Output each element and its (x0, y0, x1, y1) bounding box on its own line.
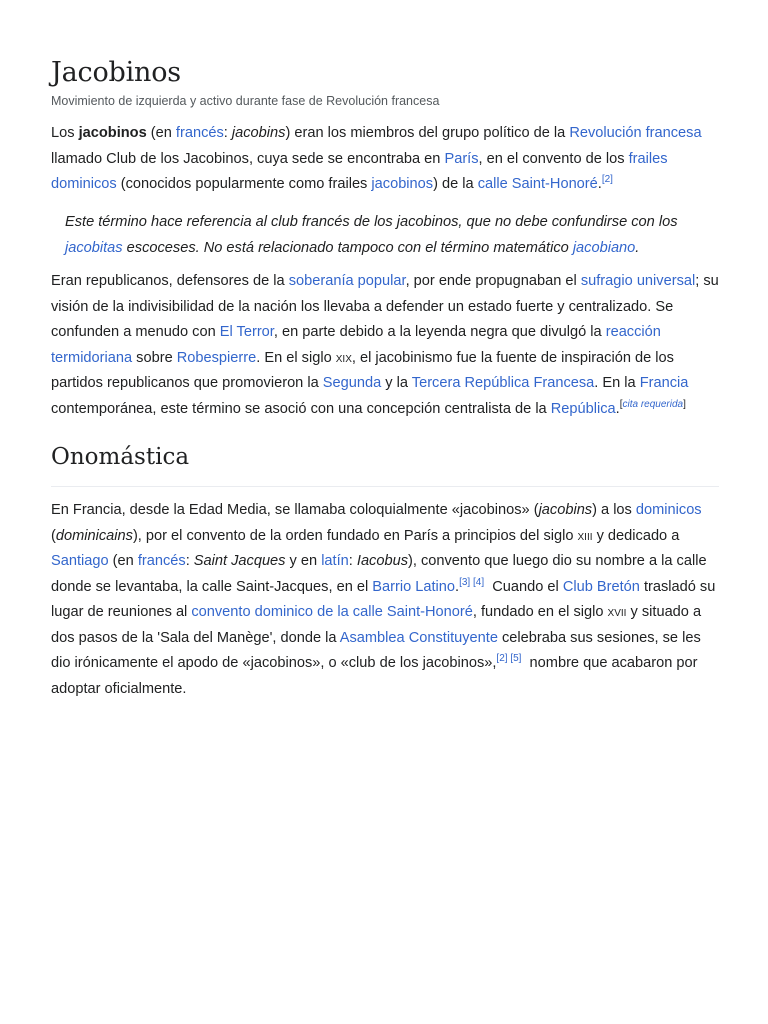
text: Eran republicanos, defensores de la (51, 273, 289, 289)
text: ( (51, 527, 56, 544)
link-reaccion-termidoriana[interactable]: reacción termidoriana (51, 324, 661, 366)
italic-term: jacobins (231, 125, 286, 141)
reference-link[interactable]: [5] (510, 653, 522, 665)
text: y en (285, 553, 322, 569)
link-republica[interactable]: República (550, 400, 616, 417)
link-frailes-dominicos[interactable]: frailes dominicos (51, 150, 668, 192)
link-jacobinos[interactable]: jacobinos (371, 176, 434, 192)
link-paris[interactable]: París (444, 150, 479, 167)
link-jacobiano[interactable]: jacobiano (572, 239, 636, 256)
link-frances[interactable]: francés (175, 125, 224, 141)
link-club-breton[interactable]: Club Bretón (562, 578, 640, 595)
text: : (348, 553, 357, 569)
text: , en parte debido a la leyenda negra que divulgó la (273, 324, 606, 340)
hatnote (65, 210, 715, 261)
text: sobre (132, 349, 177, 366)
link-soberania-popular[interactable]: soberanía popular (288, 273, 406, 289)
text: ), por el convento de la orden fundado en París a principios del siglo (132, 527, 578, 544)
text: ) a los (592, 502, 636, 518)
italic-term: dominicains (55, 527, 133, 544)
text: En Francia, desde la Edad Media, se llamaba coloquialmente «jacobinos» ( (51, 502, 539, 518)
link-segunda[interactable]: Segunda (322, 375, 382, 391)
text: y la (381, 375, 412, 391)
link-latin[interactable]: latín (321, 553, 349, 569)
text: . (615, 400, 620, 417)
link-barrio-latino[interactable]: Barrio Latino (372, 578, 456, 595)
text: ; su visión de la indivisibilidad de la nación los llevaba a defender un estado fuerte y centralizado. Se confunden a menudo con (51, 273, 719, 340)
century-numeral: xiii (577, 527, 593, 544)
link-el-terror[interactable]: El Terror (219, 324, 274, 340)
century-numeral: xvii (607, 604, 627, 620)
paragraph-2 (51, 269, 719, 422)
page-subtitle: Movimiento de izquierda y activo durante fase de Revolución francesa (51, 94, 440, 108)
text: ) de la (433, 176, 478, 192)
bold-term: jacobinos (78, 125, 147, 141)
text: (en (146, 125, 176, 141)
text: Este término hace referencia al club francés de los jacobinos, que no debe confundirse con los (65, 214, 678, 230)
link-convento-dominico[interactable]: convento dominico de la calle Saint-Honoré (191, 604, 473, 620)
link-tercera-republica[interactable]: Tercera República Francesa (411, 375, 595, 391)
text: celebraba sus sesiones, se les dio irónicamente el apodo de «jacobinos», o «club de los jacobinos», (51, 629, 701, 671)
text: , por ende propugnaban el (405, 273, 581, 289)
link-robespierre[interactable]: Robespierre (176, 349, 257, 366)
text: . (597, 176, 602, 192)
section-divider (51, 486, 719, 487)
text: nombre que acabaron por adoptar oficialmente. (51, 655, 702, 697)
text: , fundado en el siglo (472, 604, 608, 620)
link-francia[interactable]: Francia (639, 375, 689, 391)
reference-link[interactable]: [2] (496, 653, 508, 665)
text: contemporánea, este término se asoció con una concepción centralista de la (51, 400, 551, 417)
text: : (223, 125, 232, 141)
bracket: [ (619, 398, 623, 410)
link-frances[interactable]: francés (137, 553, 186, 569)
text: : (185, 553, 194, 569)
text: ), convento que luego dio su nombre a la calle donde se levantaba, la calle Saint-Jacques, en el (51, 553, 707, 595)
text: , en el convento de los (478, 150, 629, 167)
link-asamblea-constituyente[interactable]: Asamblea Constituyente (339, 629, 498, 646)
citation-needed (620, 399, 686, 410)
section-heading: Onomástica (51, 444, 190, 470)
reference-link[interactable]: [2] (601, 174, 613, 186)
text: ) eran los miembros del grupo político de la (285, 125, 570, 141)
text: . En la (594, 375, 640, 391)
text: , el jacobinismo fue la fuente de inspiración de los partidos republicanos que promovieron la (51, 349, 674, 391)
text: trasladó su lugar de reuniones al (51, 578, 716, 620)
paragraph-3 (51, 498, 719, 702)
century-numeral: xix (335, 349, 352, 366)
bracket: ] (683, 398, 686, 410)
cita-requerida-link[interactable]: cita requerida (622, 398, 684, 410)
link-revolucion-francesa[interactable]: Revolución francesa (569, 125, 702, 141)
page-title: Jacobinos (51, 57, 181, 88)
text: Cuando el (484, 578, 563, 595)
link-calle-saint-honore[interactable]: calle Saint-Honoré (477, 176, 598, 192)
text: y situado a dos pasos de la 'Sala del Manège', donde la (51, 604, 702, 646)
link-santiago[interactable]: Santiago (51, 553, 109, 569)
italic-term: Saint Jacques (193, 553, 286, 569)
link-jacobitas[interactable]: jacobitas (65, 239, 123, 256)
text: (en (108, 553, 138, 569)
text: y dedicado a (592, 527, 680, 544)
text: llamado Club de los Jacobinos, cuya sede se encontraba en (51, 150, 445, 167)
text: (conocidos popularmente como frailes (116, 176, 372, 192)
intro-paragraph (51, 121, 719, 198)
text: . En el siglo (256, 349, 336, 366)
text: . (635, 239, 640, 256)
text: . (455, 578, 460, 595)
italic-term: jacobins (538, 502, 593, 518)
text: escoceses. No está relacionado tampoco con el término matemático (122, 239, 573, 256)
link-sufragio-universal[interactable]: sufragio universal (580, 273, 696, 289)
reference-link[interactable]: [4] (473, 576, 485, 588)
italic-term: Iacobus (356, 553, 409, 569)
reference-link[interactable]: [3] (459, 576, 471, 588)
text: Los (51, 125, 79, 141)
link-dominicos[interactable]: dominicos (635, 502, 702, 518)
